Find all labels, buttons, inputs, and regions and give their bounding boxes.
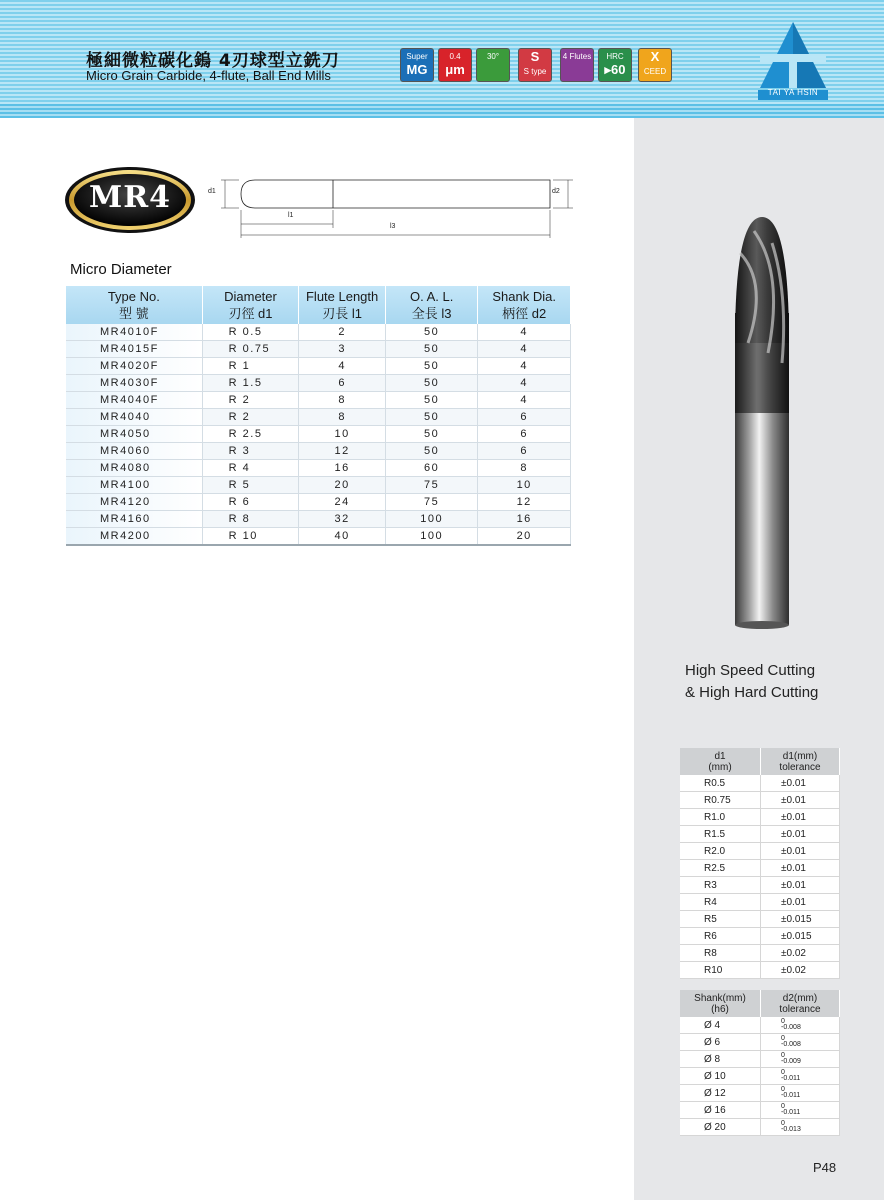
tol2-lower: -0.011 (781, 1092, 801, 1099)
cell-oal: 50 (385, 375, 477, 392)
table-row (680, 894, 840, 911)
cell-type-no: MR4060 (66, 443, 202, 460)
tol2-upper: 0 (781, 1018, 785, 1025)
tol2-upper: 0 (781, 1086, 785, 1093)
table-row (680, 1102, 840, 1119)
tol1-cell-tolerance: ±0.01 (761, 843, 840, 860)
tol2-upper: 0 (781, 1052, 785, 1059)
cell-oal: 50 (385, 409, 477, 426)
cell-flute-length: 12 (299, 443, 386, 460)
table-row (66, 426, 571, 443)
cell-shank-dia: 6 (478, 443, 571, 460)
tol2-cell-shank: Ø 12 (680, 1085, 761, 1102)
tol2-cell-tolerance (761, 1102, 840, 1119)
tol1-cell-d1: R2.0 (680, 843, 761, 860)
cell-shank-dia: 8 (478, 460, 571, 477)
feature-badge-icon: Super MG (400, 48, 434, 82)
cell-flute-length: 4 (299, 358, 386, 375)
table-row (680, 945, 840, 962)
tol1-cell-d1: R4 (680, 894, 761, 911)
cell-shank-dia: 10 (478, 477, 571, 494)
cell-diameter: R 1.5 (202, 375, 299, 392)
cell-type-no: MR4080 (66, 460, 202, 477)
cell-flute-length: 3 (299, 341, 386, 358)
cell-flute-length: 40 (299, 528, 386, 546)
emblem-label: MR4 (88, 180, 171, 215)
tol2-upper: 0 (781, 1120, 785, 1127)
cell-shank-dia: 16 (478, 511, 571, 528)
table-row (680, 826, 840, 843)
header-shank-dia: Shank Dia. 柄徑 d2 (478, 286, 571, 324)
feature-badge-icon: X CEED (638, 48, 672, 82)
tol2-cell-shank: Ø 10 (680, 1068, 761, 1085)
cell-flute-length: 24 (299, 494, 386, 511)
table-row (66, 511, 571, 528)
cell-shank-dia: 4 (478, 358, 571, 375)
tol2-header-tolerance: d2(mm) tolerance (761, 990, 840, 1017)
cell-flute-length: 32 (299, 511, 386, 528)
tol1-cell-tolerance: ±0.01 (761, 826, 840, 843)
feature-badge-icon: HRC ▸60 (598, 48, 632, 82)
cell-flute-length: 6 (299, 375, 386, 392)
tol2-cell-shank: Ø 6 (680, 1034, 761, 1051)
table-row (66, 477, 571, 494)
cell-type-no: MR4020F (66, 358, 202, 375)
tol2-cell-shank: Ø 20 (680, 1119, 761, 1136)
l3-label: l3 (390, 223, 396, 230)
table-row (66, 358, 571, 375)
table-row (66, 460, 571, 477)
tol2-cell-tolerance (761, 1068, 840, 1085)
table-row (680, 860, 840, 877)
tol2-lower: -0.011 (781, 1075, 801, 1082)
cell-type-no: MR4100 (66, 477, 202, 494)
tol1-cell-tolerance: ±0.015 (761, 928, 840, 945)
cell-oal: 60 (385, 460, 477, 477)
tol2-lower: -0.008 (781, 1024, 801, 1031)
cell-type-no: MR4200 (66, 528, 202, 546)
tol1-cell-d1: R0.5 (680, 775, 761, 792)
tol2-cell-tolerance (761, 1119, 840, 1136)
header-flute-length: Flute Length 刃長 l1 (299, 286, 386, 324)
tol1-cell-tolerance: ±0.01 (761, 775, 840, 792)
table-row (66, 324, 571, 341)
feature-badge-icon: 4 Flutes (560, 48, 594, 82)
cell-oal: 50 (385, 358, 477, 375)
cell-diameter: R 2 (202, 409, 299, 426)
table-row (66, 341, 571, 358)
table-header-row (66, 286, 571, 324)
tol1-cell-d1: R3 (680, 877, 761, 894)
tol1-cell-d1: R1.5 (680, 826, 761, 843)
table-row (680, 911, 840, 928)
cell-diameter: R 3 (202, 443, 299, 460)
tol1-header-tolerance: d1(mm) tolerance (761, 748, 840, 775)
tol1-cell-tolerance: ±0.01 (761, 792, 840, 809)
cell-shank-dia: 4 (478, 324, 571, 341)
table-row (66, 528, 571, 546)
cell-diameter: R 5 (202, 477, 299, 494)
header-oal: O. A. L. 全長 l3 (385, 286, 477, 324)
tol1-cell-d1: R1.0 (680, 809, 761, 826)
tol2-cell-shank: Ø 4 (680, 1017, 761, 1034)
d1-tolerance-table (680, 748, 840, 979)
title-english: Micro Grain Carbide, 4-flute, Ball End Mills (86, 68, 331, 83)
tool-caption: High Speed Cutting & High Hard Cutting (685, 662, 819, 701)
cell-shank-dia: 20 (478, 528, 571, 546)
tol1-cell-d1: R10 (680, 962, 761, 979)
tol2-upper: 0 (781, 1103, 785, 1110)
cell-oal: 75 (385, 494, 477, 511)
cell-diameter: R 2.5 (202, 426, 299, 443)
tol2-lower: -0.008 (781, 1041, 801, 1048)
specification-table (66, 286, 571, 546)
cell-type-no: MR4015F (66, 341, 202, 358)
cell-type-no: MR4040 (66, 409, 202, 426)
cell-oal: 100 (385, 528, 477, 546)
cell-diameter: R 8 (202, 511, 299, 528)
tool-dimension-drawing (205, 172, 585, 242)
tol1-cell-tolerance: ±0.02 (761, 962, 840, 979)
tol1-cell-tolerance: ±0.01 (761, 894, 840, 911)
table-row (66, 392, 571, 409)
tol2-header-shank: Shank(mm) (h6) (680, 990, 761, 1017)
cell-diameter: R 0.5 (202, 324, 299, 341)
title-chinese: 極細微粒碳化鎢 4刃球型立銑刀 (86, 51, 340, 71)
cell-type-no: MR4120 (66, 494, 202, 511)
d2-label: d2 (552, 188, 560, 195)
cell-flute-length: 8 (299, 409, 386, 426)
tol1-cell-d1: R6 (680, 928, 761, 945)
tol2-lower: -0.009 (781, 1058, 801, 1065)
cell-type-no: MR4050 (66, 426, 202, 443)
cell-shank-dia: 4 (478, 392, 571, 409)
cell-oal: 50 (385, 426, 477, 443)
tol1-cell-tolerance: ±0.015 (761, 911, 840, 928)
cell-shank-dia: 6 (478, 409, 571, 426)
header-type-no: Type No. 型 號 (66, 286, 202, 324)
table-row (680, 792, 840, 809)
cell-shank-dia: 12 (478, 494, 571, 511)
tol2-upper: 0 (781, 1035, 785, 1042)
tol1-cell-tolerance: ±0.02 (761, 945, 840, 962)
tol2-cell-shank: Ø 8 (680, 1051, 761, 1068)
tol2-lower: -0.011 (781, 1109, 801, 1116)
cell-flute-length: 16 (299, 460, 386, 477)
table-row (680, 843, 840, 860)
tol2-cell-tolerance (761, 1051, 840, 1068)
table-row (680, 928, 840, 945)
tol1-cell-tolerance: ±0.01 (761, 809, 840, 826)
table-row (680, 1051, 840, 1068)
header-diameter: Diameter 刃徑 d1 (202, 286, 299, 324)
cell-diameter: R 0.75 (202, 341, 299, 358)
table-row (66, 494, 571, 511)
cell-type-no: MR4030F (66, 375, 202, 392)
table-row (680, 809, 840, 826)
tol2-cell-tolerance (761, 1017, 840, 1034)
cell-oal: 100 (385, 511, 477, 528)
cell-type-no: MR4160 (66, 511, 202, 528)
table-row (680, 1017, 840, 1034)
table-row (680, 775, 840, 792)
tol2-upper: 0 (781, 1069, 785, 1076)
cell-diameter: R 1 (202, 358, 299, 375)
cell-diameter: R 2 (202, 392, 299, 409)
tol1-header-d1: d1 (mm) (680, 748, 761, 775)
d1-label: d1 (208, 188, 216, 195)
cell-oal: 50 (385, 324, 477, 341)
tol1-cell-tolerance: ±0.01 (761, 860, 840, 877)
end-mill-image (728, 213, 796, 633)
table-row (680, 962, 840, 979)
section-title: Micro Diameter (70, 261, 172, 278)
tol1-cell-d1: R2.5 (680, 860, 761, 877)
page-number: P48 (813, 1160, 837, 1175)
table-row (66, 409, 571, 426)
table-row (680, 1085, 840, 1102)
shank-tolerance-table (680, 990, 840, 1136)
cell-type-no: MR4040F (66, 392, 202, 409)
tol1-cell-d1: R8 (680, 945, 761, 962)
table-row (66, 443, 571, 460)
tol2-cell-shank: Ø 16 (680, 1102, 761, 1119)
feature-badge-icon: S S type (518, 48, 552, 82)
cell-shank-dia: 4 (478, 375, 571, 392)
l1-label: l1 (288, 212, 294, 219)
cell-diameter: R 4 (202, 460, 299, 477)
feature-badge-icon: 0.4 μm (438, 48, 472, 82)
company-logo-text: TAI YA HSIN (767, 88, 819, 97)
table-row (680, 1068, 840, 1085)
cell-shank-dia: 6 (478, 426, 571, 443)
tol1-cell-d1: R0.75 (680, 792, 761, 809)
cell-flute-length: 20 (299, 477, 386, 494)
cell-diameter: R 10 (202, 528, 299, 546)
cell-oal: 75 (385, 477, 477, 494)
cell-flute-length: 8 (299, 392, 386, 409)
tol2-lower: -0.013 (781, 1126, 801, 1133)
table-row (680, 1034, 840, 1051)
table-row (680, 877, 840, 894)
cell-oal: 50 (385, 341, 477, 358)
tol2-cell-tolerance (761, 1034, 840, 1051)
cell-type-no: MR4010F (66, 324, 202, 341)
tol1-cell-d1: R5 (680, 911, 761, 928)
tol1-cell-tolerance: ±0.01 (761, 877, 840, 894)
tol2-cell-tolerance (761, 1085, 840, 1102)
cell-flute-length: 10 (299, 426, 386, 443)
cell-flute-length: 2 (299, 324, 386, 341)
feature-badge-icon: 30° (476, 48, 510, 82)
table-row (680, 1119, 840, 1136)
cell-diameter: R 6 (202, 494, 299, 511)
table-row (66, 375, 571, 392)
cell-oal: 50 (385, 443, 477, 460)
cell-shank-dia: 4 (478, 341, 571, 358)
cell-oal: 50 (385, 392, 477, 409)
